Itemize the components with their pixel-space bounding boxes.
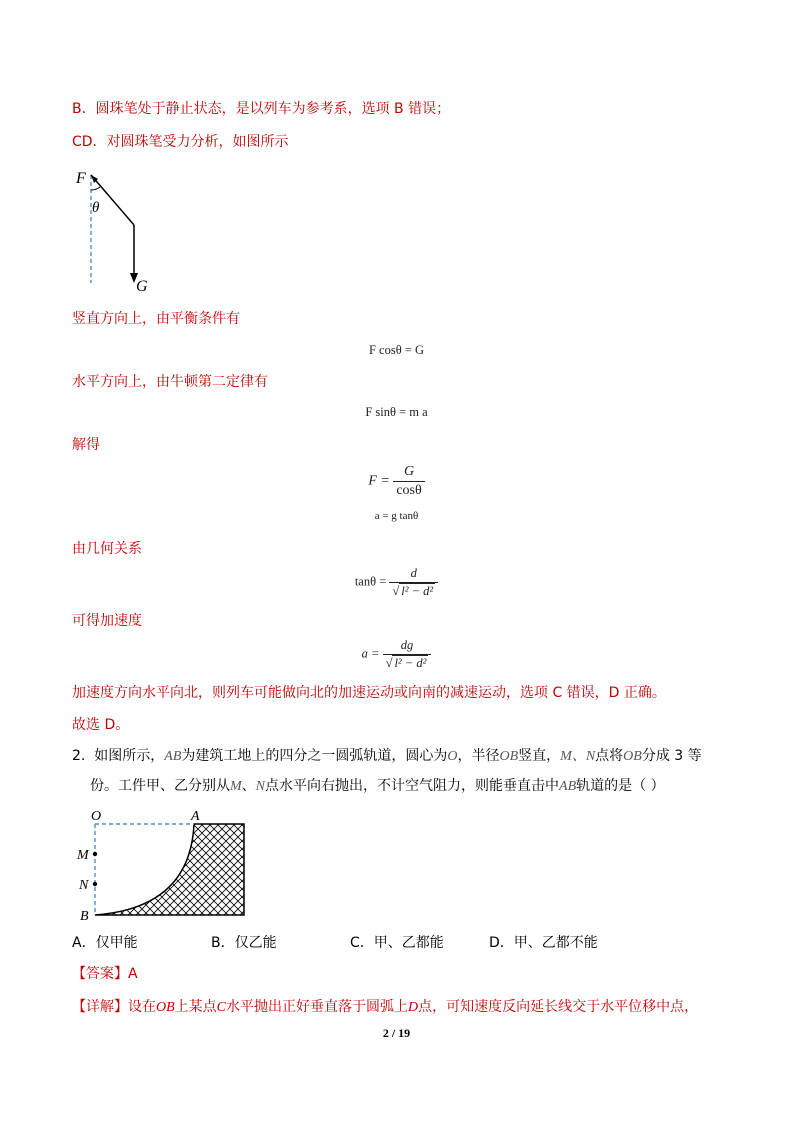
question-2-line-2: 份。工件甲、乙分别从M、N点水平向右抛出，不计空气阻力，则能垂直击中AB轨道的是（ ） bbox=[90, 778, 665, 794]
answer-value: A bbox=[128, 966, 138, 982]
option-a[interactable]: A．仅甲能 bbox=[72, 935, 138, 951]
geometry-text: 由几何关系 bbox=[72, 541, 142, 557]
option-b-explanation: B．圆珠笔处于静止状态，是以列车为参考系，选项 B 错误； bbox=[72, 101, 451, 117]
question-number: 2. bbox=[72, 748, 86, 764]
label-a: A bbox=[191, 809, 200, 824]
equation-5: tanθ = $\frac{d}{\text{√ l² − d²}}$ bbox=[0, 566, 793, 599]
arc-track-diagram bbox=[70, 805, 255, 925]
label-f: F bbox=[76, 170, 86, 187]
solve-text: 解得 bbox=[72, 437, 100, 453]
point-m bbox=[93, 852, 97, 856]
choose-text: 故选 D。 bbox=[72, 717, 130, 733]
page-number: 2 / 19 bbox=[382, 1026, 411, 1040]
answer-tag: 【答案】 bbox=[72, 966, 128, 982]
theta-arc bbox=[91, 187, 100, 190]
hatched-region bbox=[95, 824, 244, 915]
detail-tag: 【详解】 bbox=[72, 999, 128, 1015]
label-theta: θ bbox=[92, 200, 100, 216]
detail-line: 【详解】设在OB上某点C水平抛出正好垂直落于圆弧上D点，可知速度反向延长线交于水平位移中点， bbox=[72, 999, 699, 1015]
equation-3: F = $\frac{G}{\cos\theta}$ bbox=[0, 464, 793, 499]
option-b[interactable]: B．仅乙能 bbox=[211, 935, 277, 951]
question-2-line-1: 2. 如图所示，AB为建筑工地上的四分之一圆弧轨道，圆心为O，半径OB竖直，M、N点将OB分成 3 等 bbox=[72, 748, 702, 764]
option-cd-intro: CD．对圆珠笔受力分析，如图所示 bbox=[72, 134, 289, 150]
option-d[interactable]: D．甲、乙都不能 bbox=[489, 935, 598, 951]
label-n: N bbox=[79, 878, 89, 893]
equation-6: a = $\frac{dg}{\text{√ l² − d²}}$ bbox=[0, 638, 793, 671]
label-o: O bbox=[91, 809, 102, 824]
vertical-direction-text: 竖直方向上，由平衡条件有 bbox=[72, 311, 240, 327]
force-diagram bbox=[70, 165, 160, 295]
label-b: B bbox=[80, 909, 89, 924]
point-n bbox=[93, 882, 97, 886]
label-m: M bbox=[77, 848, 89, 863]
conclusion-text: 加速度方向水平向北，则列车可能做向北的加速运动或向南的减速运动，选项 C 错误，D 正确。 bbox=[72, 685, 666, 701]
equation-2: F sinθ = m a bbox=[365, 405, 428, 419]
option-c[interactable]: C．甲、乙都能 bbox=[350, 935, 444, 951]
label-g: G bbox=[136, 278, 148, 295]
acceleration-text: 可得加速度 bbox=[72, 613, 142, 629]
horizontal-direction-text: 水平方向上，由牛顿第二定律有 bbox=[72, 374, 268, 390]
equation-4: a = g tanθ bbox=[374, 510, 419, 522]
equation-1: F cosθ = G bbox=[368, 343, 425, 357]
answer-line bbox=[72, 964, 138, 984]
